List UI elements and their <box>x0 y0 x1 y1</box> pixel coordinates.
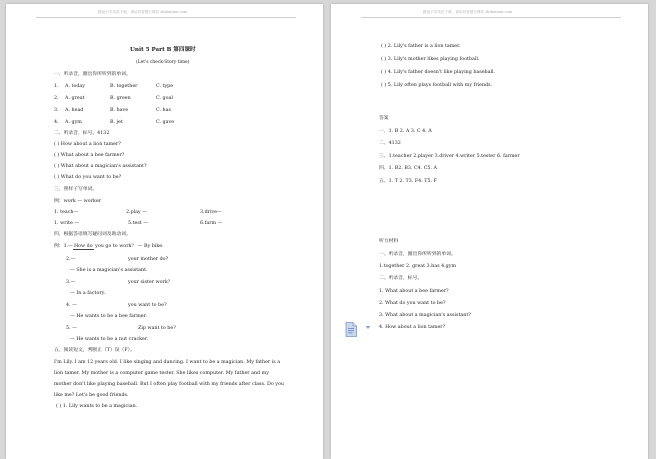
option-b: B. jet <box>110 120 123 125</box>
listening-line: 4. How about a lion tamer? <box>379 325 446 330</box>
option-b: B. together <box>110 84 138 89</box>
worksheet-subtitle: (Let's check-Story time) <box>136 60 190 65</box>
answer-line: 一、1. B 2. A 3. C 4. A <box>379 129 432 134</box>
list-item: ( ) What do you want to be? <box>54 175 122 180</box>
list-item: ( ) 2. Lily's father is a lion tamer. <box>381 44 461 49</box>
page-watermark: 精品小学英语下载，请访问智慧天网站 zhihuitian.com <box>98 10 188 14</box>
listening-line: 一、听录音，圈出你所听到的单词。 <box>379 252 456 257</box>
option-c: C. type <box>156 84 174 89</box>
question-prefix: 2.— <box>66 257 76 262</box>
section-1-item-number: 4. <box>54 120 59 125</box>
word-blank: 5.test — <box>128 221 149 226</box>
section-3-heading: 三、照样子写单词。 <box>54 187 98 192</box>
section-1-heading: 一、听录音，圈出你所听到的单词。 <box>54 72 131 77</box>
document-page-1 <box>6 4 323 459</box>
list-item: ( ) What about a bee farmer? <box>54 153 125 158</box>
question-text: you want to be? <box>128 303 167 308</box>
word-blank: 3.drive— <box>200 210 222 215</box>
section-4-example <box>54 244 164 250</box>
page-watermark: 精品小学英语下载，请访问智慧天网站 zhihuitian.com <box>423 10 513 14</box>
answer-text: — He wants to be a nut cracker. <box>70 337 149 342</box>
answers-heading: 答案 <box>379 116 389 121</box>
reading-passage: I'm Lily. I am 12 years old. I like singing and dancing. I want to be a magician. My father is a lion tamer. My mother is a computer game tester. She likes computer. My father and my mother don't like playing baseball. But I often play football with my friends after class. Do you like me? Let's be good friends. <box>54 360 284 398</box>
example-answer: How do <box>73 244 93 249</box>
list-item: ( ) 1. Lily wants to be a magician. <box>56 404 138 409</box>
example-suffix: you go to work？ — By bike. <box>93 244 164 249</box>
option-b: B. green <box>110 96 131 101</box>
word-blank: 1. teach— <box>54 210 79 215</box>
option-c: C. gave <box>156 120 175 125</box>
worksheet-title: Unit 5 Part B 第四课时 <box>130 47 196 53</box>
option-c: C. has <box>156 108 171 113</box>
listening-line: 3. What about a magician's assistant? <box>379 313 471 318</box>
list-item: ( ) 3. Lily's mother likes playing football. <box>381 57 480 62</box>
answer-text: — He wants to be a bee farmer. <box>70 314 147 319</box>
option-a: A. gym <box>65 120 82 125</box>
answer-line: 三、1.teacher 2.player 3.driver 4.writer 5.tester 6. farmer <box>379 154 520 159</box>
option-a: A. head <box>65 108 84 113</box>
example-prefix: 例：1.— <box>54 244 73 249</box>
answer-line: 四、1. B2. B3. C4. C5. A <box>379 166 437 171</box>
list-item: ( ) How about a lion tamer? <box>54 142 121 147</box>
question-text: your mother do? <box>128 257 169 262</box>
header-rule <box>36 17 296 18</box>
document-page-2 <box>331 4 648 459</box>
option-c: C. goal <box>156 96 173 101</box>
question-prefix: 4. — <box>66 303 77 308</box>
listening-line: 1.together 2. great 3.has 4.gym <box>379 264 457 269</box>
list-item: ( ) What about a magician's assistant? <box>54 164 147 169</box>
section-3-example: 例：work — worker <box>54 199 101 204</box>
option-a: A. great <box>65 96 85 101</box>
answer-line: 二、4132 <box>379 141 401 146</box>
section-1-item-number: 1. <box>54 84 59 89</box>
listening-line: 1. What about a bee farmer? <box>379 289 449 294</box>
header-rule <box>361 17 621 18</box>
chevron-down-icon[interactable] <box>365 325 371 330</box>
question-prefix: 3.— <box>66 280 76 285</box>
answer-line: 五、1. T 2. T3. F4. T5. F <box>379 179 437 184</box>
listening-heading: 听力材料 <box>379 239 399 244</box>
question-text: Zip want to be? <box>138 326 176 331</box>
question-prefix: 5. — <box>66 326 77 331</box>
option-a: A. today <box>65 84 85 89</box>
document-icon[interactable] <box>345 322 357 337</box>
listening-line: 2. What do you want to be? <box>379 301 446 306</box>
answer-text: — She is a magician's assistant. <box>70 268 148 273</box>
section-5-heading: 五、阅读短文，判断正（T）误（F）。 <box>54 348 135 353</box>
word-blank: 1. write — <box>54 221 80 226</box>
section-1-item-number: 2. <box>54 96 59 101</box>
list-item: ( ) 5. Lily often plays football with my friends. <box>381 83 493 88</box>
section-4-heading: 四、根据答语填写疑问词及助动词。 <box>54 232 131 237</box>
option-b: B. have <box>110 108 129 113</box>
question-text: your sister work？ <box>128 280 173 285</box>
list-item: ( ) 4. Lily's father doesn't like playing baseball. <box>381 70 496 75</box>
section-1-item-number: 3. <box>54 108 59 113</box>
word-blank: 2.play — <box>126 210 148 215</box>
listening-line: 二、听录音，标号。 <box>379 276 423 281</box>
word-blank: 6.farm — <box>200 221 223 226</box>
section-2-heading: 二、听录音，标号。4132 <box>54 131 110 136</box>
answer-text: — In a factory. <box>70 291 106 296</box>
